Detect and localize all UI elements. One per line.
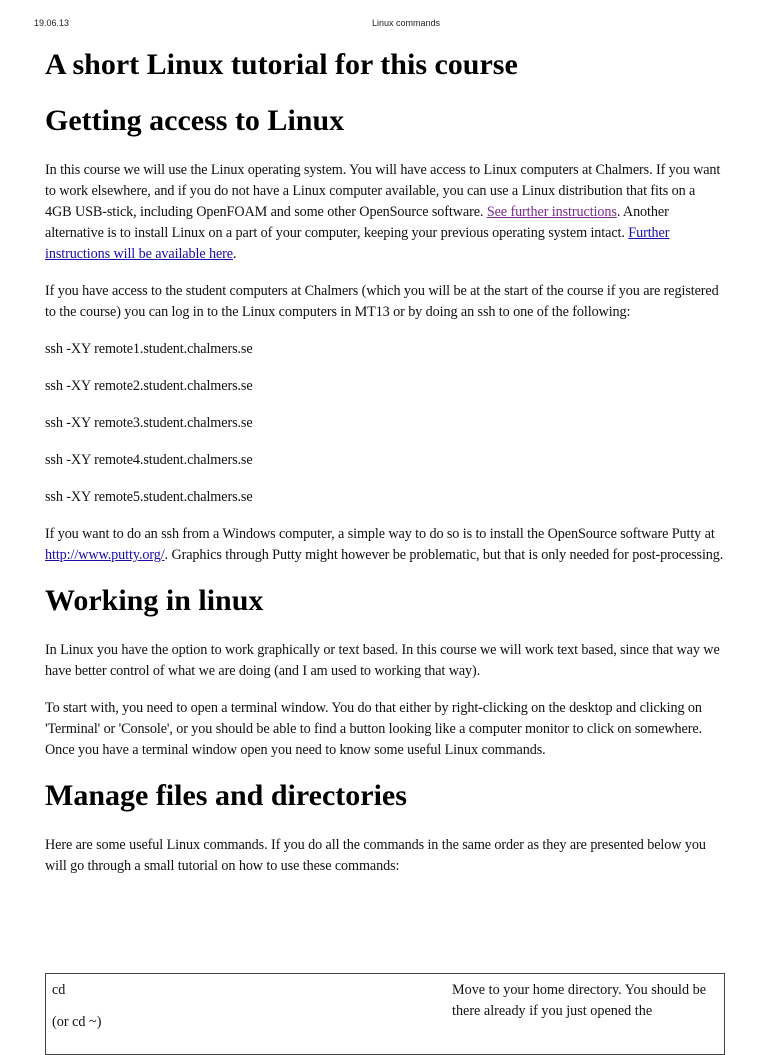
link-putty[interactable]: http://www.putty.org/ [45, 547, 165, 563]
print-title: Linux commands [371, 18, 441, 28]
paragraph-commands-intro: Here are some useful Linux commands. If you do all the commands in the same order as they are presented below you will go through a small tutorial on how to use these commands: [45, 837, 706, 874]
ssh-command-2: ssh -XY remote2.student.chalmers.se [45, 378, 253, 394]
text-segment: In this course we will use the Linux operating system. You will have access to Linux computers at Chalmers. If you want to work elsewhere, and if you do not have a Linux computer available, you can use a Linux distribution that fits on a 4GB USB-stick, including OpenFOAM and some other OpenSource software. [45, 162, 721, 220]
ssh-command-1: ssh -XY remote1.student.chalmers.se [45, 341, 253, 357]
text-segment: . [232, 246, 237, 262]
table-cell-description: Move to your home directory. You should be there already if you just opened the [452, 982, 707, 1019]
paragraph-text-based: In Linux you have the option to work graphically or text based. In this course we will work text based, since that way we have better control of what we are doing (and I am used to working that way). [45, 642, 720, 679]
document-body [45, 40, 725, 893]
text-segment: If you want to do an ssh from a Windows computer, a simple way to do so is to install the OpenSource software Putty at [45, 526, 715, 542]
heading-getting-access: Getting access to Linux [45, 104, 345, 137]
ssh-command-5: ssh -XY remote5.student.chalmers.se [45, 489, 253, 505]
print-date: 19.06.13 [34, 18, 70, 28]
ssh-command-4: ssh -XY remote4.student.chalmers.se [45, 452, 253, 468]
paragraph-terminal: To start with, you need to open a terminal window. You do that either by right-clicking on the desktop and clicking on 'Terminal' or 'Console', or you should be able to find a button looking like a computer monitor to click on somewhere. Once you have a terminal window open you need to know some useful Linux commands. [45, 700, 703, 758]
paragraph-access-intro [45, 160, 725, 265]
paragraph-student-computers: If you have access to the student computers at Chalmers (which you will be at the start of the course if you are registered to the course) you can log in to the Linux computers in MT13 or by doing an ssh to one of the following: [45, 283, 719, 320]
heading-manage-files: Manage files and directories [45, 779, 407, 812]
text-segment: . Another alternative is to install Linux on a part of your computer, keeping your previous operating system intact. [45, 204, 669, 241]
link-further-instructions-here[interactable]: Further instructions will be available here [45, 225, 670, 262]
heading-working-in-linux: Working in linux [45, 584, 264, 617]
page-title: A short Linux tutorial for this course [45, 48, 518, 81]
text-segment: . Graphics through Putty might however be problematic, but that is only needed for post-processing. [164, 547, 724, 563]
paragraph-putty [45, 524, 725, 566]
table-cell-command-alt: (or cd ~) [52, 1014, 102, 1030]
print-header [0, 18, 768, 32]
ssh-command-3: ssh -XY remote3.student.chalmers.se [45, 415, 253, 431]
commands-table [45, 973, 725, 1055]
link-see-further-instructions[interactable]: See further instructions [486, 204, 617, 220]
table-cell-command: cd [52, 982, 66, 998]
